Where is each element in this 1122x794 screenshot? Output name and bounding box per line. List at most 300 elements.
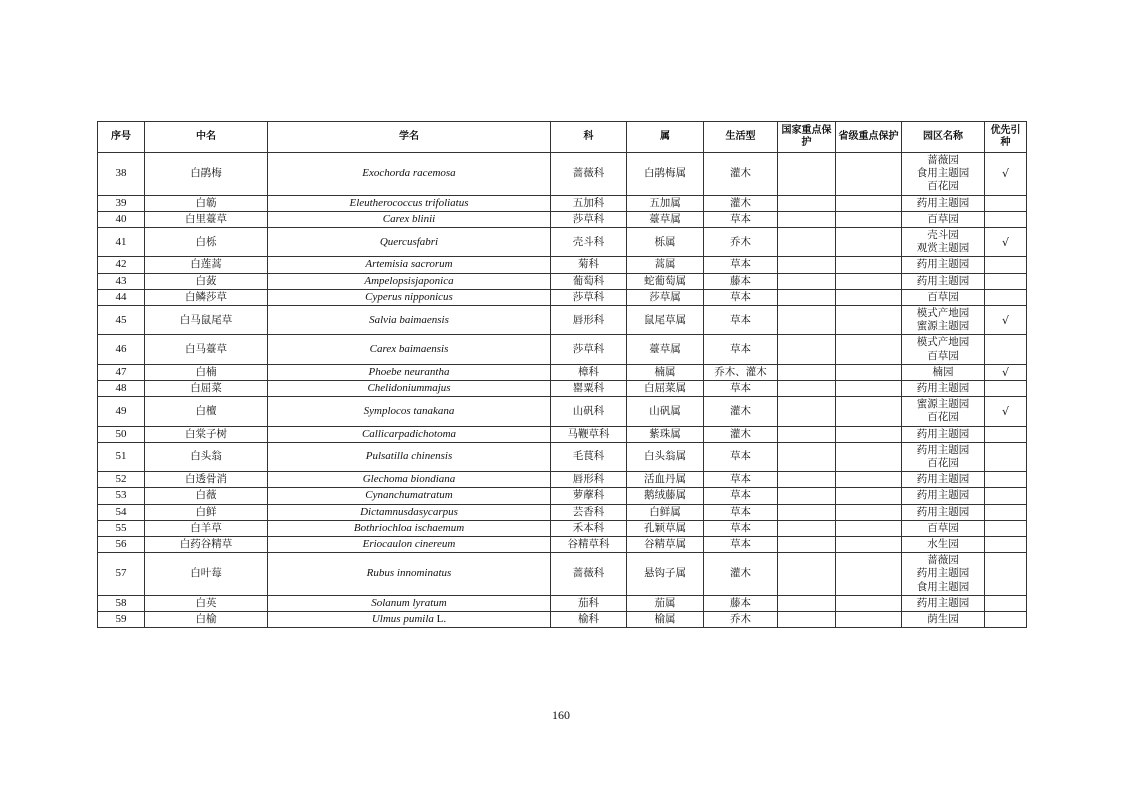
cell-scientific-name (268, 273, 551, 289)
cell-genus: 鼠尾草属 (627, 306, 704, 335)
cell-chinese-name: 白马薹草 (145, 335, 268, 364)
garden-name: 楠园 (932, 365, 954, 378)
cell-life-form: 乔木、灌木 (704, 364, 778, 380)
cell-garden-name (902, 257, 985, 273)
garden-name: 百花园 (927, 180, 959, 193)
cell-national-protection (778, 472, 836, 488)
cell-scientific-name (268, 195, 551, 211)
cell-provincial-protection (836, 153, 902, 196)
cell-family: 毛茛科 (551, 442, 627, 471)
cell-priority (985, 273, 1027, 289)
cell-life-form: 草本 (704, 504, 778, 520)
cell-priority: √ (985, 364, 1027, 380)
cell-garden-name (902, 364, 985, 380)
cell-scientific-name (268, 364, 551, 380)
garden-name: 药用主题园 (916, 473, 970, 486)
cell-no: 42 (98, 257, 145, 273)
garden-name: 百草园 (927, 349, 959, 362)
cell-genus: 茄属 (627, 595, 704, 611)
cell-chinese-name: 白楠 (145, 364, 268, 380)
cell-no: 38 (98, 153, 145, 196)
cell-scientific-name (268, 520, 551, 536)
cell-genus: 楠属 (627, 364, 704, 380)
cell-provincial-protection (836, 381, 902, 397)
cell-life-form: 乔木 (704, 612, 778, 628)
cell-provincial-protection (836, 257, 902, 273)
cell-chinese-name: 白英 (145, 595, 268, 611)
cell-family: 罂粟科 (551, 381, 627, 397)
cell-garden-name (902, 211, 985, 227)
cell-provincial-protection (836, 442, 902, 471)
cell-genus: 白鹃梅属 (627, 153, 704, 196)
cell-chinese-name: 白叶莓 (145, 553, 268, 596)
cell-national-protection (778, 335, 836, 364)
cell-scientific-name (268, 289, 551, 305)
cell-scientific-name (268, 488, 551, 504)
cell-national-protection (778, 228, 836, 257)
cell-priority: √ (985, 153, 1027, 196)
garden-name: 食用主题园 (916, 167, 970, 180)
cell-genus: 紫珠属 (627, 426, 704, 442)
cell-scientific-name (268, 426, 551, 442)
table-header-row (98, 122, 1027, 153)
cell-national-protection (778, 442, 836, 471)
table-row (98, 426, 1027, 442)
cell-family: 山矾科 (551, 397, 627, 426)
garden-name: 药用主题园 (916, 258, 970, 271)
cell-national-protection (778, 381, 836, 397)
cell-no: 54 (98, 504, 145, 520)
cell-genus: 蒿属 (627, 257, 704, 273)
cell-genus: 悬钩子属 (627, 553, 704, 596)
cell-life-form: 灌木 (704, 553, 778, 596)
table-row (98, 520, 1027, 536)
table-row (98, 257, 1027, 273)
cell-provincial-protection (836, 211, 902, 227)
cell-priority: √ (985, 306, 1027, 335)
cell-priority (985, 442, 1027, 471)
cell-no: 52 (98, 472, 145, 488)
cell-life-form: 草本 (704, 472, 778, 488)
cell-priority (985, 195, 1027, 211)
cell-family: 茄科 (551, 595, 627, 611)
cell-garden-name (902, 306, 985, 335)
cell-scientific-name (268, 381, 551, 397)
cell-genus: 薹草属 (627, 335, 704, 364)
cell-priority: √ (985, 397, 1027, 426)
cell-garden-name (902, 335, 985, 364)
table-row (98, 273, 1027, 289)
garden-name: 药用主题园 (916, 505, 970, 518)
cell-no: 58 (98, 595, 145, 611)
cell-scientific-name (268, 153, 551, 196)
cell-life-form: 草本 (704, 257, 778, 273)
cell-scientific-name (268, 537, 551, 553)
cell-family: 萝藦科 (551, 488, 627, 504)
cell-life-form: 草本 (704, 488, 778, 504)
cell-life-form: 草本 (704, 289, 778, 305)
scientific-name-text: Rubus innominatus (366, 567, 452, 580)
cell-life-form: 草本 (704, 306, 778, 335)
scientific-name-text: Artemisia sacrorum (365, 258, 453, 271)
garden-name: 荫生园 (927, 613, 959, 626)
scientific-name-text: Bothriochloa ischaemum (353, 521, 465, 534)
table-row (98, 153, 1027, 196)
cell-genus: 五加属 (627, 195, 704, 211)
garden-name: 蔷薇园 (927, 554, 959, 567)
cell-national-protection (778, 195, 836, 211)
garden-name: 水生园 (927, 538, 959, 551)
garden-name: 蜜源主题园 (916, 398, 970, 411)
table-row (98, 442, 1027, 471)
cell-priority (985, 426, 1027, 442)
scientific-name-text: Chelidoniummajus (367, 382, 451, 395)
cell-garden-name (902, 195, 985, 211)
scientific-name-text: Cyperus nipponicus (365, 290, 453, 303)
garden-name: 百草园 (927, 521, 959, 534)
garden-name: 观赏主题园 (916, 242, 970, 255)
cell-priority (985, 553, 1027, 596)
cell-chinese-name: 白簕 (145, 195, 268, 211)
cell-national-protection (778, 595, 836, 611)
cell-garden-name (902, 289, 985, 305)
cell-national-protection (778, 612, 836, 628)
cell-family: 唇形科 (551, 472, 627, 488)
cell-provincial-protection (836, 426, 902, 442)
cell-national-protection (778, 488, 836, 504)
table-row (98, 228, 1027, 257)
cell-provincial-protection (836, 289, 902, 305)
cell-garden-name (902, 153, 985, 196)
garden-name: 百花园 (927, 411, 959, 424)
cell-scientific-name (268, 553, 551, 596)
cell-no: 50 (98, 426, 145, 442)
cell-priority (985, 257, 1027, 273)
cell-no: 39 (98, 195, 145, 211)
cell-life-form: 灌木 (704, 195, 778, 211)
cell-no: 43 (98, 273, 145, 289)
cell-family: 蔷薇科 (551, 153, 627, 196)
cell-life-form: 草本 (704, 520, 778, 536)
garden-name: 百草园 (927, 290, 959, 303)
cell-chinese-name: 白羊草 (145, 520, 268, 536)
cell-provincial-protection (836, 537, 902, 553)
cell-provincial-protection (836, 195, 902, 211)
table-row (98, 504, 1027, 520)
cell-national-protection (778, 520, 836, 536)
table-body (98, 153, 1027, 628)
cell-life-form: 乔木 (704, 228, 778, 257)
table-row (98, 335, 1027, 364)
cell-family: 芸香科 (551, 504, 627, 520)
table-row (98, 472, 1027, 488)
cell-priority: √ (985, 228, 1027, 257)
cell-family: 榆科 (551, 612, 627, 628)
cell-national-protection (778, 504, 836, 520)
cell-scientific-name (268, 612, 551, 628)
cell-garden-name (902, 595, 985, 611)
cell-chinese-name: 白栎 (145, 228, 268, 257)
header-national-protection: 国家重点保护 (778, 122, 836, 153)
cell-genus: 白鲜属 (627, 504, 704, 520)
cell-genus: 白屈菜属 (627, 381, 704, 397)
cell-no: 48 (98, 381, 145, 397)
cell-priority (985, 381, 1027, 397)
table-row (98, 211, 1027, 227)
cell-genus: 活血丹属 (627, 472, 704, 488)
cell-scientific-name (268, 335, 551, 364)
garden-name: 模式产地园 (916, 336, 970, 349)
cell-priority (985, 335, 1027, 364)
garden-name: 药用主题园 (916, 196, 970, 209)
cell-family: 樟科 (551, 364, 627, 380)
table-row (98, 364, 1027, 380)
header-scientific-name: 学名 (268, 122, 551, 153)
cell-no: 59 (98, 612, 145, 628)
scientific-name-text: Ulmus pumila (371, 613, 434, 626)
page-number: 160 (552, 708, 570, 722)
cell-chinese-name: 白里薹草 (145, 211, 268, 227)
cell-chinese-name: 白棠子树 (145, 426, 268, 442)
cell-provincial-protection (836, 612, 902, 628)
scientific-name-text: Callicarpadichotoma (361, 427, 457, 440)
cell-family: 蔷薇科 (551, 553, 627, 596)
garden-name: 药用主题园 (916, 382, 970, 395)
cell-provincial-protection (836, 553, 902, 596)
cell-genus: 榆属 (627, 612, 704, 628)
cell-scientific-name (268, 595, 551, 611)
cell-chinese-name: 白头翁 (145, 442, 268, 471)
cell-garden-name (902, 426, 985, 442)
cell-garden-name (902, 397, 985, 426)
cell-provincial-protection (836, 273, 902, 289)
scientific-name-author: L. (436, 613, 447, 626)
cell-no: 57 (98, 553, 145, 596)
cell-family: 莎草科 (551, 335, 627, 364)
cell-family: 谷精草科 (551, 537, 627, 553)
cell-scientific-name (268, 504, 551, 520)
cell-garden-name (902, 273, 985, 289)
cell-scientific-name (268, 257, 551, 273)
cell-priority (985, 472, 1027, 488)
cell-no: 46 (98, 335, 145, 364)
cell-no: 51 (98, 442, 145, 471)
cell-genus: 白头翁属 (627, 442, 704, 471)
garden-name: 药用主题园 (916, 274, 970, 287)
table-row (98, 306, 1027, 335)
cell-scientific-name (268, 472, 551, 488)
cell-chinese-name: 白薇 (145, 488, 268, 504)
header-genus: 属 (627, 122, 704, 153)
garden-name: 壳斗园 (927, 229, 959, 242)
cell-no: 45 (98, 306, 145, 335)
plant-list-table (97, 121, 1027, 628)
cell-family: 莎草科 (551, 289, 627, 305)
cell-life-form: 草本 (704, 335, 778, 364)
cell-no: 55 (98, 520, 145, 536)
garden-name: 百花园 (927, 457, 959, 470)
cell-no: 47 (98, 364, 145, 380)
cell-priority (985, 612, 1027, 628)
header-chinese-name: 中名 (145, 122, 268, 153)
cell-genus: 薹草属 (627, 211, 704, 227)
table-row (98, 195, 1027, 211)
cell-genus: 孔颖草属 (627, 520, 704, 536)
cell-provincial-protection (836, 306, 902, 335)
table-row (98, 595, 1027, 611)
cell-family: 壳斗科 (551, 228, 627, 257)
cell-chinese-name: 白榆 (145, 612, 268, 628)
table-row (98, 612, 1027, 628)
cell-provincial-protection (836, 364, 902, 380)
cell-life-form: 灌木 (704, 397, 778, 426)
cell-scientific-name (268, 442, 551, 471)
cell-scientific-name (268, 211, 551, 227)
cell-no: 44 (98, 289, 145, 305)
header-garden-name: 园区名称 (902, 122, 985, 153)
garden-name: 药用主题园 (916, 427, 970, 440)
cell-national-protection (778, 397, 836, 426)
cell-family: 莎草科 (551, 211, 627, 227)
cell-priority (985, 289, 1027, 305)
scientific-name-text: Phoebe neurantha (368, 365, 450, 378)
cell-life-form: 草本 (704, 442, 778, 471)
cell-national-protection (778, 289, 836, 305)
cell-provincial-protection (836, 472, 902, 488)
cell-no: 53 (98, 488, 145, 504)
cell-scientific-name (268, 228, 551, 257)
cell-genus: 莎草属 (627, 289, 704, 305)
cell-life-form: 草本 (704, 537, 778, 553)
cell-no: 41 (98, 228, 145, 257)
cell-priority (985, 488, 1027, 504)
cell-family: 禾本科 (551, 520, 627, 536)
table-row (98, 289, 1027, 305)
table-row (98, 397, 1027, 426)
cell-genus: 山矾属 (627, 397, 704, 426)
table-row (98, 537, 1027, 553)
cell-family: 葡萄科 (551, 273, 627, 289)
table-row (98, 488, 1027, 504)
cell-provincial-protection (836, 335, 902, 364)
cell-chinese-name: 白鹃梅 (145, 153, 268, 196)
garden-name: 食用主题园 (916, 580, 970, 593)
cell-chinese-name: 白透骨消 (145, 472, 268, 488)
cell-priority (985, 504, 1027, 520)
scientific-name-text: Carex blinii (382, 212, 436, 225)
cell-garden-name (902, 520, 985, 536)
scientific-name-text: Quercusfabri (379, 235, 439, 248)
cell-family: 菊科 (551, 257, 627, 273)
scientific-name-text: Ampelopsisjaponica (364, 274, 454, 287)
cell-life-form: 藤本 (704, 595, 778, 611)
cell-provincial-protection (836, 520, 902, 536)
cell-national-protection (778, 306, 836, 335)
scientific-name-text: Carex baimaensis (369, 343, 449, 356)
garden-name: 药用主题园 (916, 443, 970, 456)
cell-scientific-name (268, 397, 551, 426)
header-family: 科 (551, 122, 627, 153)
cell-life-form: 灌木 (704, 426, 778, 442)
garden-name: 药用主题园 (916, 567, 970, 580)
table-row (98, 381, 1027, 397)
garden-name: 蜜源主题园 (916, 320, 970, 333)
cell-chinese-name: 白鳞莎草 (145, 289, 268, 305)
cell-life-form: 灌木 (704, 153, 778, 196)
cell-garden-name (902, 537, 985, 553)
scientific-name-text: Eleutherococcus trifoliatus (349, 196, 469, 209)
cell-chinese-name: 白莲蒿 (145, 257, 268, 273)
garden-name: 蔷薇园 (927, 154, 959, 166)
scientific-name-text: Exochorda racemosa (362, 167, 456, 180)
garden-name: 药用主题园 (916, 596, 970, 609)
cell-provincial-protection (836, 595, 902, 611)
cell-priority (985, 211, 1027, 227)
cell-life-form: 藤本 (704, 273, 778, 289)
cell-chinese-name: 白鲜 (145, 504, 268, 520)
header-provincial-protection: 省级重点保护 (836, 122, 902, 153)
cell-no: 40 (98, 211, 145, 227)
cell-garden-name (902, 612, 985, 628)
cell-life-form: 草本 (704, 381, 778, 397)
cell-provincial-protection (836, 397, 902, 426)
cell-national-protection (778, 257, 836, 273)
cell-chinese-name: 白檀 (145, 397, 268, 426)
header-life-form: 生活型 (704, 122, 778, 153)
table-row (98, 553, 1027, 596)
cell-garden-name (902, 504, 985, 520)
cell-provincial-protection (836, 488, 902, 504)
cell-national-protection (778, 273, 836, 289)
cell-national-protection (778, 553, 836, 596)
cell-garden-name (902, 553, 985, 596)
cell-genus: 蛇葡萄属 (627, 273, 704, 289)
cell-scientific-name (268, 306, 551, 335)
cell-no: 49 (98, 397, 145, 426)
header-priority: 优先引种 (985, 122, 1027, 153)
cell-national-protection (778, 211, 836, 227)
header-no: 序号 (98, 122, 145, 153)
cell-priority (985, 595, 1027, 611)
cell-priority (985, 537, 1027, 553)
cell-genus: 栎属 (627, 228, 704, 257)
cell-garden-name (902, 488, 985, 504)
cell-family: 五加科 (551, 195, 627, 211)
cell-family: 唇形科 (551, 306, 627, 335)
garden-name: 模式产地园 (916, 307, 970, 320)
cell-chinese-name: 白药谷精草 (145, 537, 268, 553)
cell-national-protection (778, 364, 836, 380)
garden-name: 百草园 (927, 212, 959, 225)
scientific-name-text: Eriocaulon cinereum (362, 538, 456, 551)
cell-genus: 鹅绒藤属 (627, 488, 704, 504)
cell-national-protection (778, 153, 836, 196)
cell-garden-name (902, 381, 985, 397)
scientific-name-text: Solanum lyratum (371, 596, 447, 609)
cell-chinese-name: 白蔹 (145, 273, 268, 289)
cell-provincial-protection (836, 504, 902, 520)
cell-genus: 谷精草属 (627, 537, 704, 553)
cell-national-protection (778, 537, 836, 553)
cell-garden-name (902, 228, 985, 257)
garden-name: 药用主题园 (916, 489, 970, 502)
scientific-name-text: Salvia baimaensis (369, 313, 449, 326)
cell-family: 马鞭草科 (551, 426, 627, 442)
cell-chinese-name: 白马鼠尾草 (145, 306, 268, 335)
cell-no: 56 (98, 537, 145, 553)
cell-garden-name (902, 472, 985, 488)
scientific-name-text: Cynanchumatratum (365, 489, 453, 502)
